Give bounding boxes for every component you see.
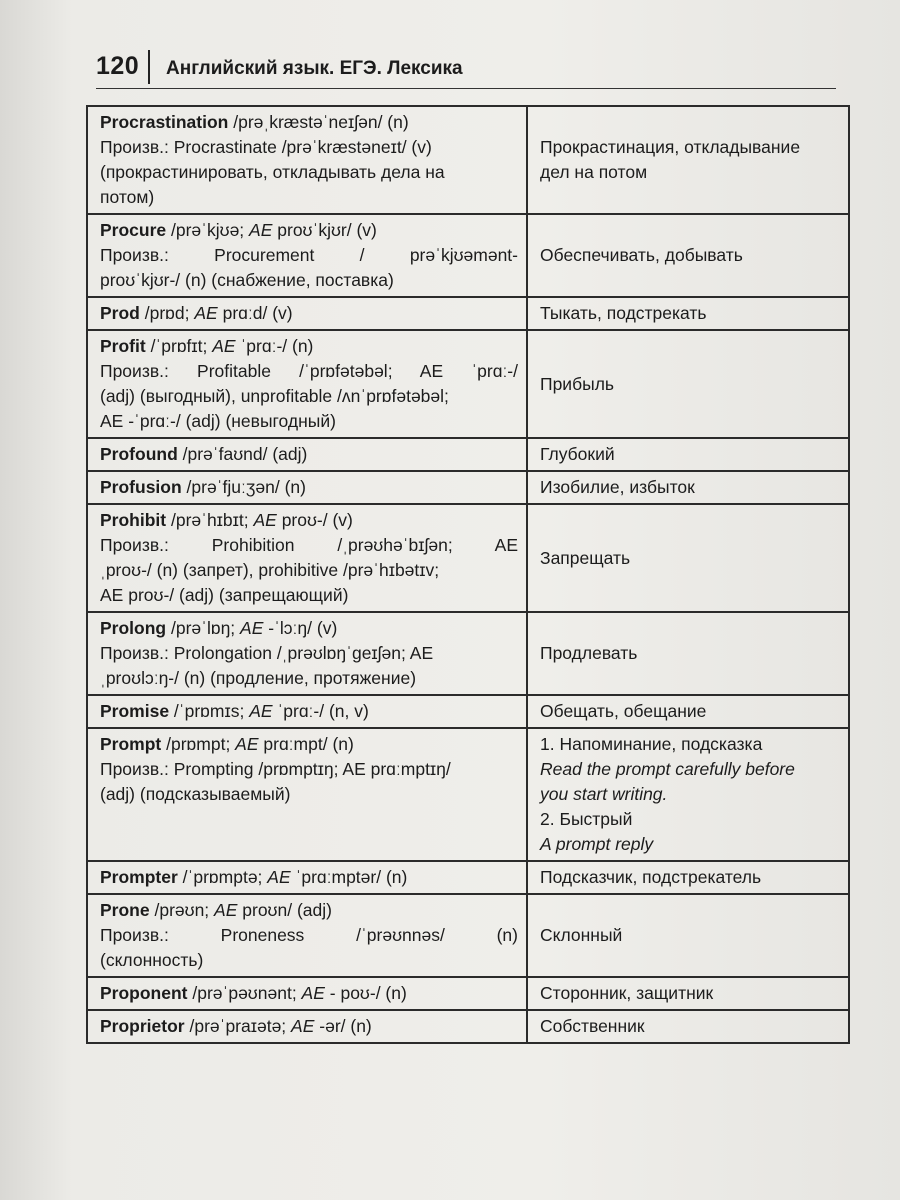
table-row <box>87 728 849 861</box>
pronunciation: /prəˈlɒŋ; <box>166 618 241 638</box>
header-separator <box>148 50 150 84</box>
translation: Прокрастинация, откладывание <box>540 137 801 157</box>
table-row <box>87 695 849 728</box>
entry-cell <box>87 1010 527 1043</box>
pronunciation: /prɒmpt; <box>161 734 236 754</box>
entry-cell <box>87 471 527 504</box>
example-sentence: A prompt reply <box>540 834 654 854</box>
ae-label: AE <box>301 983 325 1003</box>
translation-cell <box>527 977 849 1010</box>
derivative-line: Произв.: Prolongation /ˌprəʊlɒŋˈɡeɪʃən; AE <box>100 643 434 663</box>
translation-cell <box>527 504 849 612</box>
table-row <box>87 861 849 894</box>
pronunciation: /prəˈpəʊnənt; <box>187 983 302 1003</box>
pronunciation: /prəˈpraɪətə; <box>184 1016 292 1036</box>
translation: дел на потом <box>540 162 648 182</box>
vocabulary-table <box>86 105 850 1044</box>
headword: Procure <box>100 220 167 240</box>
pronunciation-ae: ˈprɑːmptər/ (n) <box>290 867 408 887</box>
derivative-line: (прокрастинировать, откладывать дела на <box>100 162 445 182</box>
entry-cell <box>87 695 527 728</box>
headword: Prod <box>100 303 140 323</box>
pronunciation-ae: prɑːd/ (v) <box>217 303 293 323</box>
pronunciation: /prəˈkjʊə; <box>166 220 250 240</box>
translation-cell <box>527 894 849 977</box>
table-row <box>87 894 849 977</box>
example-sentence: you start writing. <box>540 784 668 804</box>
translation: Запрещать <box>540 547 631 568</box>
page-header <box>96 48 836 88</box>
headword: Promise <box>100 701 170 721</box>
entry-cell <box>87 504 527 612</box>
table-row <box>87 612 849 695</box>
translation-cell <box>527 728 849 861</box>
derivative-line: Произв.: Profitable /ˈprɒfətəbəl; AE ˈprɑː-/ <box>100 361 518 381</box>
translation-cell <box>527 106 849 214</box>
translation-cell <box>527 214 849 297</box>
derivative-line: ˌproʊlɔːŋ-/ (n) (продление, протяжение) <box>100 668 417 688</box>
headword: Profit <box>100 336 146 356</box>
header-rule <box>96 88 836 89</box>
translation: Продлевать <box>540 643 638 663</box>
translation-cell <box>527 471 849 504</box>
translation: Склонный <box>540 925 623 945</box>
translation-cell <box>527 330 849 438</box>
headword: Prone <box>100 900 150 920</box>
headword: Prompter <box>100 867 178 887</box>
entry-cell <box>87 894 527 977</box>
pronunciation-ae: proʊn/ (adj) <box>237 900 332 920</box>
table-row <box>87 330 849 438</box>
ae-label: AE <box>291 1016 315 1036</box>
pronunciation: /prɒd; <box>139 303 195 323</box>
example-sentence: Read the prompt carefully before <box>540 759 795 779</box>
translation: Собственник <box>540 1016 645 1036</box>
headword: Profound <box>100 444 178 464</box>
translation: Обещать, обещание <box>540 701 707 721</box>
table-row <box>87 106 849 214</box>
derivative-line: proʊˈkjʊr-/ (n) (снабжение, поставка) <box>100 270 394 290</box>
ae-label: AE <box>267 867 291 887</box>
pronunciation: /prəˈfaʊnd/ (adj) <box>177 444 308 464</box>
translation: Подсказчик, подстрекатель <box>540 867 762 887</box>
table-row <box>87 977 849 1010</box>
ae-label: AE <box>214 900 238 920</box>
pronunciation: /prəˈhɪbɪt; <box>166 510 254 530</box>
derivative-line: Произв.: Procurement / prəˈkjʊəmənt- <box>100 245 518 265</box>
ae-label: AE <box>249 701 273 721</box>
translation: 2. Быстрый <box>540 809 633 829</box>
translation: Глубокий <box>540 444 615 464</box>
derivative-line: Произв.: Prohibition /ˌprəʊhəˈbɪʃən; AE <box>100 535 518 555</box>
table-row <box>87 214 849 297</box>
ae-label: AE <box>235 734 259 754</box>
pronunciation-ae: ˈprɑː-/ (n, v) <box>272 701 369 721</box>
pronunciation: /ˈprɒmptə; <box>177 867 268 887</box>
translation: Сторонник, защитник <box>540 983 714 1003</box>
headword: Profusion <box>100 477 182 497</box>
derivative-line: AE proʊ-/ (adj) (запрещающий) <box>100 585 349 605</box>
table-row <box>87 504 849 612</box>
pronunciation: /prəˌkræstəˈneɪʃən/ (n) <box>228 112 409 132</box>
ae-label: AE <box>240 618 264 638</box>
translation-cell <box>527 861 849 894</box>
entry-cell <box>87 438 527 471</box>
pronunciation-ae: prɑːmpt/ (n) <box>258 734 354 754</box>
derivative-line: AE -ˈprɑː-/ (adj) (невыгодный) <box>100 411 336 431</box>
ae-label: AE <box>249 220 273 240</box>
translation: 1. Напоминание, подсказка <box>540 734 763 754</box>
headword: Procrastination <box>100 112 229 132</box>
translation-cell <box>527 438 849 471</box>
page-number: 120 <box>96 52 140 80</box>
headword: Prohibit <box>100 510 167 530</box>
derivative-line: потом) <box>100 187 155 207</box>
ae-label: AE <box>253 510 277 530</box>
ae-label: AE <box>194 303 218 323</box>
entry-cell <box>87 728 527 861</box>
derivative-line: Произв.: Procrastinate /prəˈkræstəneɪt/ (v) <box>100 137 432 157</box>
pronunciation-ae: -ər/ (n) <box>314 1016 372 1036</box>
pronunciation-ae: proʊˈkjʊr/ (v) <box>272 220 377 240</box>
pronunciation: /prəʊn; <box>149 900 215 920</box>
translation-cell <box>527 612 849 695</box>
entry-cell <box>87 106 527 214</box>
pronunciation-ae: - poʊ-/ (n) <box>324 983 407 1003</box>
table-row <box>87 438 849 471</box>
headword: Prolong <box>100 618 167 638</box>
translation-cell <box>527 695 849 728</box>
table-row <box>87 471 849 504</box>
entry-cell <box>87 330 527 438</box>
page-title: Английский язык. ЕГЭ. Лексика <box>166 58 463 79</box>
translation: Тыкать, подстрекать <box>540 303 707 323</box>
headword: Proponent <box>100 983 188 1003</box>
headword: Prompt <box>100 734 162 754</box>
derivative-line: (adj) (выгодный), unprofitable /ʌnˈprɒfətəbəl; <box>100 386 449 406</box>
pronunciation-ae: proʊ-/ (v) <box>276 510 353 530</box>
entry-cell <box>87 977 527 1010</box>
derivative-line: Произв.: Proneness /ˈprəʊnnəs/ (n) <box>100 925 518 945</box>
derivative-line: (adj) (подсказываемый) <box>100 784 291 804</box>
pronunciation: /prəˈfjuːʒən/ (n) <box>181 477 306 497</box>
translation: Обеспечивать, добывать <box>540 245 743 265</box>
table-row <box>87 297 849 330</box>
entry-cell <box>87 214 527 297</box>
table-row <box>87 1010 849 1043</box>
derivative-line: (склонность) <box>100 950 204 970</box>
entry-cell <box>87 297 527 330</box>
pronunciation: /ˈprɒfɪt; <box>145 336 213 356</box>
translation: Изобилие, избыток <box>540 477 695 497</box>
pronunciation: /ˈprɒmɪs; <box>169 701 250 721</box>
ae-label: AE <box>212 336 236 356</box>
headword: Proprietor <box>100 1016 185 1036</box>
derivative-line: ˌproʊ-/ (n) (запрет), prohibitive /prəˈhɪbətɪv; <box>100 560 440 580</box>
entry-cell <box>87 612 527 695</box>
translation-cell <box>527 297 849 330</box>
pronunciation-ae: -ˈlɔːŋ/ (v) <box>263 618 338 638</box>
pronunciation-ae: ˈprɑː-/ (n) <box>235 336 314 356</box>
entry-cell <box>87 861 527 894</box>
derivative-line: Произв.: Prompting /prɒmptɪŋ; AE prɑːmptɪŋ/ <box>100 759 451 779</box>
translation-cell <box>527 1010 849 1043</box>
translation: Прибыль <box>540 373 615 394</box>
